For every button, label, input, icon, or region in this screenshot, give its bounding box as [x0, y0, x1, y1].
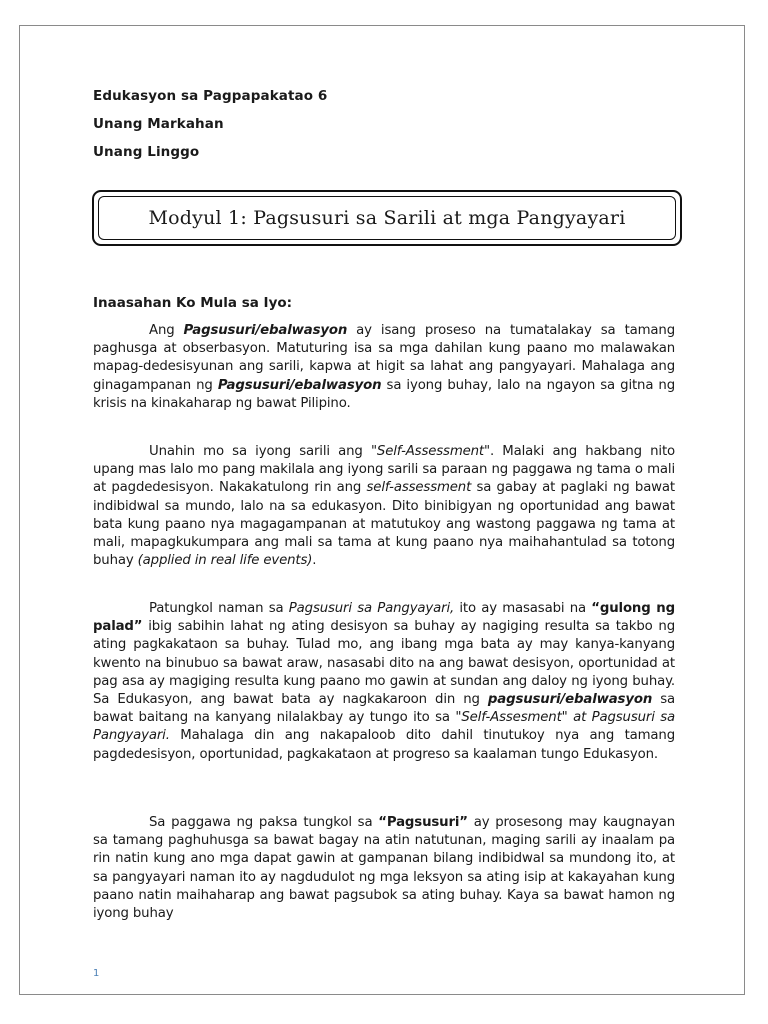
text-span: sa bawat baitang na kanyang nilalakbay ay tungo ito sa — [93, 692, 676, 726]
paragraph-3 — [93, 600, 675, 764]
emphasis-term: Pagsusuri/ebalwasyon — [183, 323, 348, 338]
text-span: ito ay masasabi na — [454, 601, 592, 616]
text-span: sa iyong buhay, lalo na ngayon sa gitna ng krisis na kinakaharap ng bawat Pilipino. — [93, 377, 675, 411]
italic-term: Pagsusuri sa Pangyayari, — [288, 601, 455, 616]
paragraph-2-text — [93, 443, 675, 570]
text-span: Patungkol naman sa — [149, 601, 289, 616]
paragraph-4-text — [93, 814, 675, 923]
emphasis-term: Pagsusuri/ebalwasyon — [217, 377, 382, 393]
italic-term: "Self-Assesment" at Pagsusuri sa Pangyayari. — [93, 710, 675, 744]
text-span: ay isang proseso na tumatalakay sa tamang paghusga at obserbasyon. Matuturing isa sa mga dahilan kung paano mo malawakan mapag-dedesisyunan ang sarili, kapwa at higit sa lahat ang pangyayari. Mahalaga ang ginagampanan ng — [93, 323, 675, 393]
emphasis-term: pagsusuri/ebalwasyon — [487, 692, 653, 708]
subject-title: Edukasyon sa Pagpapakatao 6 — [93, 88, 328, 104]
text-span: . Malaki ang hakbang nito upang mas lalo mo pang makilala ang iyong sarili sa paraan ng paggawa ng tama o mali at pagdedesisyon. Nakakatulong rin ang — [93, 444, 675, 496]
italic-term: (applied in real life events) — [137, 553, 313, 569]
paragraph-3-text — [93, 600, 675, 764]
text-span: ay prosesong may kaugnayan sa tamang paghuhusga sa bawat bagay na atin natutunan, maging sarili ay inaalam pa rin natin kung ano mga dapat gawin at gampanan bilang indibidwal sa mundong ito, at sa pangyayari naman ito ay nagdudulot ng mga leksyon sa ating isip at kakayahan kung paano natin maihaharap ang bawat pagsubok sa ating buhay. Kaya sa bawat hamon ng iyong buhay — [93, 815, 675, 922]
paragraph-1 — [93, 322, 675, 413]
module-title-box-inner — [98, 196, 676, 240]
section-heading: Inaasahan Ko Mula sa Iyo: — [93, 295, 293, 311]
page-number: 1 — [93, 968, 100, 979]
italic-term: self-assessment — [366, 480, 472, 496]
module-title-box — [92, 190, 682, 246]
paragraph-1-text — [93, 322, 675, 413]
text-span: Sa paggawa ng paksa tungkol sa — [149, 815, 379, 830]
text-span: sa gabay at paglaki ng bawat indibidwal sa mundo, lalo na sa edukasyon. Dito binibigyan ng oportunidad ang bawat bata kung paano nya magagampanan at matutukoy ang wastong paggawa ng tama at mali, mapagkukumpara ang mali sa tama at kung paano nya maihahantulad sa totong buhay — [93, 480, 675, 569]
italic-term: "Self-Assessment" — [370, 444, 490, 459]
text-span: Unahin mo sa iyong sarili ang — [149, 444, 371, 459]
text-span: Ang — [149, 323, 184, 338]
bold-term: “gulong ng palad” — [93, 601, 675, 635]
module-title: Modyul 1: Pagsusuri sa Sarili at mga Pangyayari — [148, 207, 626, 229]
paragraph-2 — [93, 443, 675, 570]
bold-term: “Pagsusuri” — [378, 815, 468, 830]
quarter-label: Unang Markahan — [93, 116, 224, 132]
text-span: . — [312, 553, 317, 569]
paragraph-4 — [93, 814, 675, 923]
text-span: Mahalaga din ang nakapaloob dito dahil tinutukoy nya ang tamang pagdedesisyon, oportunidad, pagkakataon at progreso sa kaalaman tungo Edukasyon. — [93, 728, 675, 762]
text-span: ibig sabihin lahat ng ating desisyon sa buhay ay nagiging resulta sa takbo ng ating pagkakataon sa buhay. Tulad mo, ang ibang mga bata ay may kanya-kanyang kwento na binubuo sa bawat araw, nasasabi dito na ang bawat desisyon, oportunidad at pag asa ay magiging resulta kung paano mo gawin at sundan ang daloy ng iyong buhay. Sa Edukasyon, ang bawat bata ay nagkakaroon din ng — [93, 619, 675, 708]
week-label: Unang Linggo — [93, 144, 200, 160]
